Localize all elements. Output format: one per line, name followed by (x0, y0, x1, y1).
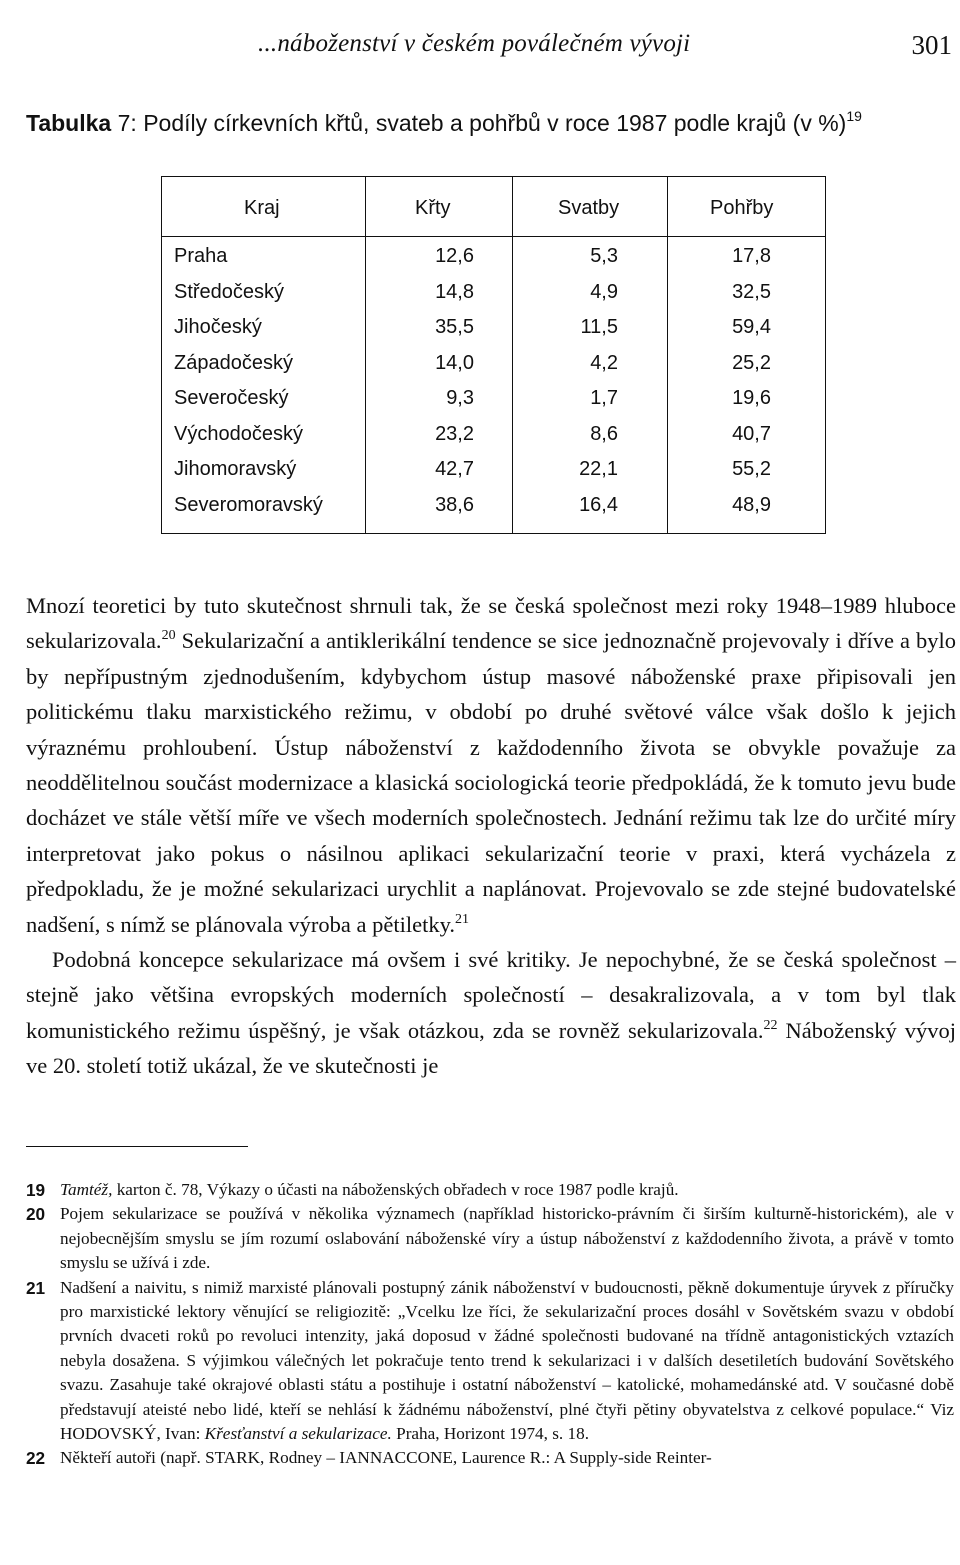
footnote: 22 Někteří autoři (např. STARK, Rodney – IANNACCONE, Laurence R.: A Supply-side Reinter- (26, 1446, 954, 1470)
footnote-ref: 20 (161, 628, 176, 644)
column-divider (365, 177, 366, 533)
table-cell-value: 42,7 (435, 458, 474, 480)
paragraph: Podobná koncepce sekularizace má ovšem i své kritiky. Je nepochybné, že se česká společnost – stejně jako většina evropských moderních společností – desakralizovala, a v tom byl tlak komunistického režimu úspěšný, je však otázkou, zda se rovněž sekularizovala.$^{22}$ Náboženský vývoj ve 20. století totiž ukázal, že ve skutečnosti je (26, 947, 957, 1079)
table-header-svatby: Svatby (558, 197, 620, 219)
table-cell-region: Západočeský (174, 351, 293, 374)
table-cell-value: 12,6 (435, 245, 474, 267)
table-cell-value: 35,5 (435, 316, 474, 338)
footnote: 20 Pojem sekularizace se používá v několika významech (například historicko-právním či širším kulturně-historickém), ale v nejobecnějším smyslu se jím rozumí oslabování náboženské víry a ústup náboženství z každodenního života, a právě v tomto smyslu se užívá i zde. (26, 1204, 954, 1273)
caption-text: Podíly církevních křtů, svateb a pohřbů v roce 1987 podle krajů (v %) (143, 110, 847, 136)
table-cell-value: 19,6 (732, 387, 771, 409)
running-title: ...náboženství v českém poválečném vývoji (258, 30, 691, 57)
table-cell-value: 23,2 (435, 422, 474, 445)
table-cell-region: Středočeský (174, 280, 285, 303)
footnote-number: 22 (26, 1448, 46, 1469)
table-cell-value: 40,7 (732, 422, 771, 445)
table-caption (26, 110, 960, 137)
body-text (26, 588, 956, 1084)
running-head (0, 26, 960, 66)
table-cell-value: 38,6 (435, 493, 474, 516)
column-divider (512, 177, 513, 533)
table-cell-value: 32,5 (732, 280, 771, 303)
table-header-kraj: Kraj (244, 197, 280, 219)
footnote: 19 Tamtéž, karton č. 78, Výkazy o účasti na náboženských obřadech v roce 1987 podle krajů. (26, 1178, 954, 1202)
table-cell-value: 25,2 (732, 351, 771, 374)
table-cell-value: 5,3 (590, 245, 618, 267)
caption-footnote-ref: 19 (846, 108, 862, 124)
footnote-number: 21 (26, 1277, 46, 1298)
footnotes (26, 1178, 954, 1471)
caption-label: Tabulka (26, 110, 112, 136)
header-divider (162, 236, 825, 237)
footnote: 21 Nadšení a naivitu, s nimiž marxisté plánovali postupný zánik náboženství v budoucnosti, pěkně dokumentuje úryvek z příručky pro marxistické lektory věnující se religiozitě: „Vcelku lze říci, že sekularizační proces dosáhl v Sovětském svazu v období prvních dvaceti roků po revoluci intenzity, jaká doposud v žádné společnosti budované na třídně antagonistických vztazích nebyla dosažena. S výjimkou válečných let pokračuje tento trend k sekularizaci i v dalších desetiletích budování Sovětského svazu. Zasahuje také okrajové oblasti státu a postihuje i ostatní náboženství – katolické, mohamedánské atd. V současné době představují ateisté nebo lidé, kteří se nehlásí k žádnému náboženství, plné čtyři pětiny obyvatelstva z celkové populace.“ Viz HODOVSKÝ, Ivan: Křesťanství a sekularizace. Praha, Horizont 1974, s. 18. (26, 1277, 954, 1444)
caption-number: 7: (117, 110, 137, 136)
page-number: 301 (911, 30, 952, 60)
footnote-number: 20 (26, 1204, 46, 1225)
table-cell-value: 17,8 (732, 245, 771, 267)
table-cell-value: 59,4 (732, 316, 771, 338)
column-divider (667, 177, 668, 533)
footnote-ref: 22 (763, 1017, 778, 1033)
table-cell-region: Jihomoravský (174, 458, 297, 480)
footnote-ref: 21 (455, 911, 470, 927)
footnote-separator (26, 1146, 248, 1147)
table-cell-value: 22,1 (579, 458, 618, 480)
table-cell-value: 11,5 (580, 316, 618, 338)
table-cell-value: 8,6 (590, 422, 618, 445)
table-cell-value: 4,2 (590, 351, 618, 374)
table-cell-region: Severočeský (174, 387, 289, 409)
table-cell-region: Praha (174, 245, 228, 267)
paragraph: Mnozí teoretici by tuto skutečnost shrnuli tak, že se česká společnost mezi roky 1948–1989 hluboce sekularizovala.$^{20}$ Sekularizační a antiklerikální tendence se sice jednoznačně projevovaly i dříve a bylo by nepřípustným zjednodušením, kdybychom ústup masové náboženské praxe připisovali jen politickému tlaku marxistického režimu, v období po druhé světové válce však došlo k jejich výraznému prohloubení. Ústup náboženství z každodenního života se obvykle považuje za neoddělitelnou součást modernizace a klasická sociologická teorie předpokládá, že k tomuto jevu bude docházet ve stále větší míře ve všech moderních společnostech. Jednání režimu tak lze do určité míry interpretovat jako pokus o násilnou aplikaci sekularizační teorie v praxi, která vycházela z předpokladu, že je možné sekularizaci urychlit a naplánovat. Projevovalo se zde stejné budovatelské nadšení, s nímž se plánovala výroba a pětiletky.$^{21}$ (26, 593, 956, 937)
table-cell-value: 9,3 (446, 387, 474, 409)
statistics-table (161, 176, 826, 534)
table-header-pohrby: Pohřby (710, 197, 774, 219)
table-cell-value: 14,8 (435, 280, 474, 303)
table-cell-region: Severomoravský (174, 493, 323, 516)
table-cell-region: Jihočeský (174, 316, 262, 338)
footnote-number: 19 (26, 1180, 46, 1200)
table-cell-value: 4,9 (590, 280, 618, 303)
table-cell-value: 55,2 (732, 458, 771, 480)
table-cell-value: 16,4 (579, 493, 618, 516)
table-cell-value: 14,0 (435, 351, 474, 374)
table-cell-value: 48,9 (732, 493, 771, 516)
table-cell-region: Východočeský (174, 422, 303, 445)
table-header-krty: Křty (415, 197, 451, 219)
table-cell-value: 1,7 (590, 387, 618, 409)
